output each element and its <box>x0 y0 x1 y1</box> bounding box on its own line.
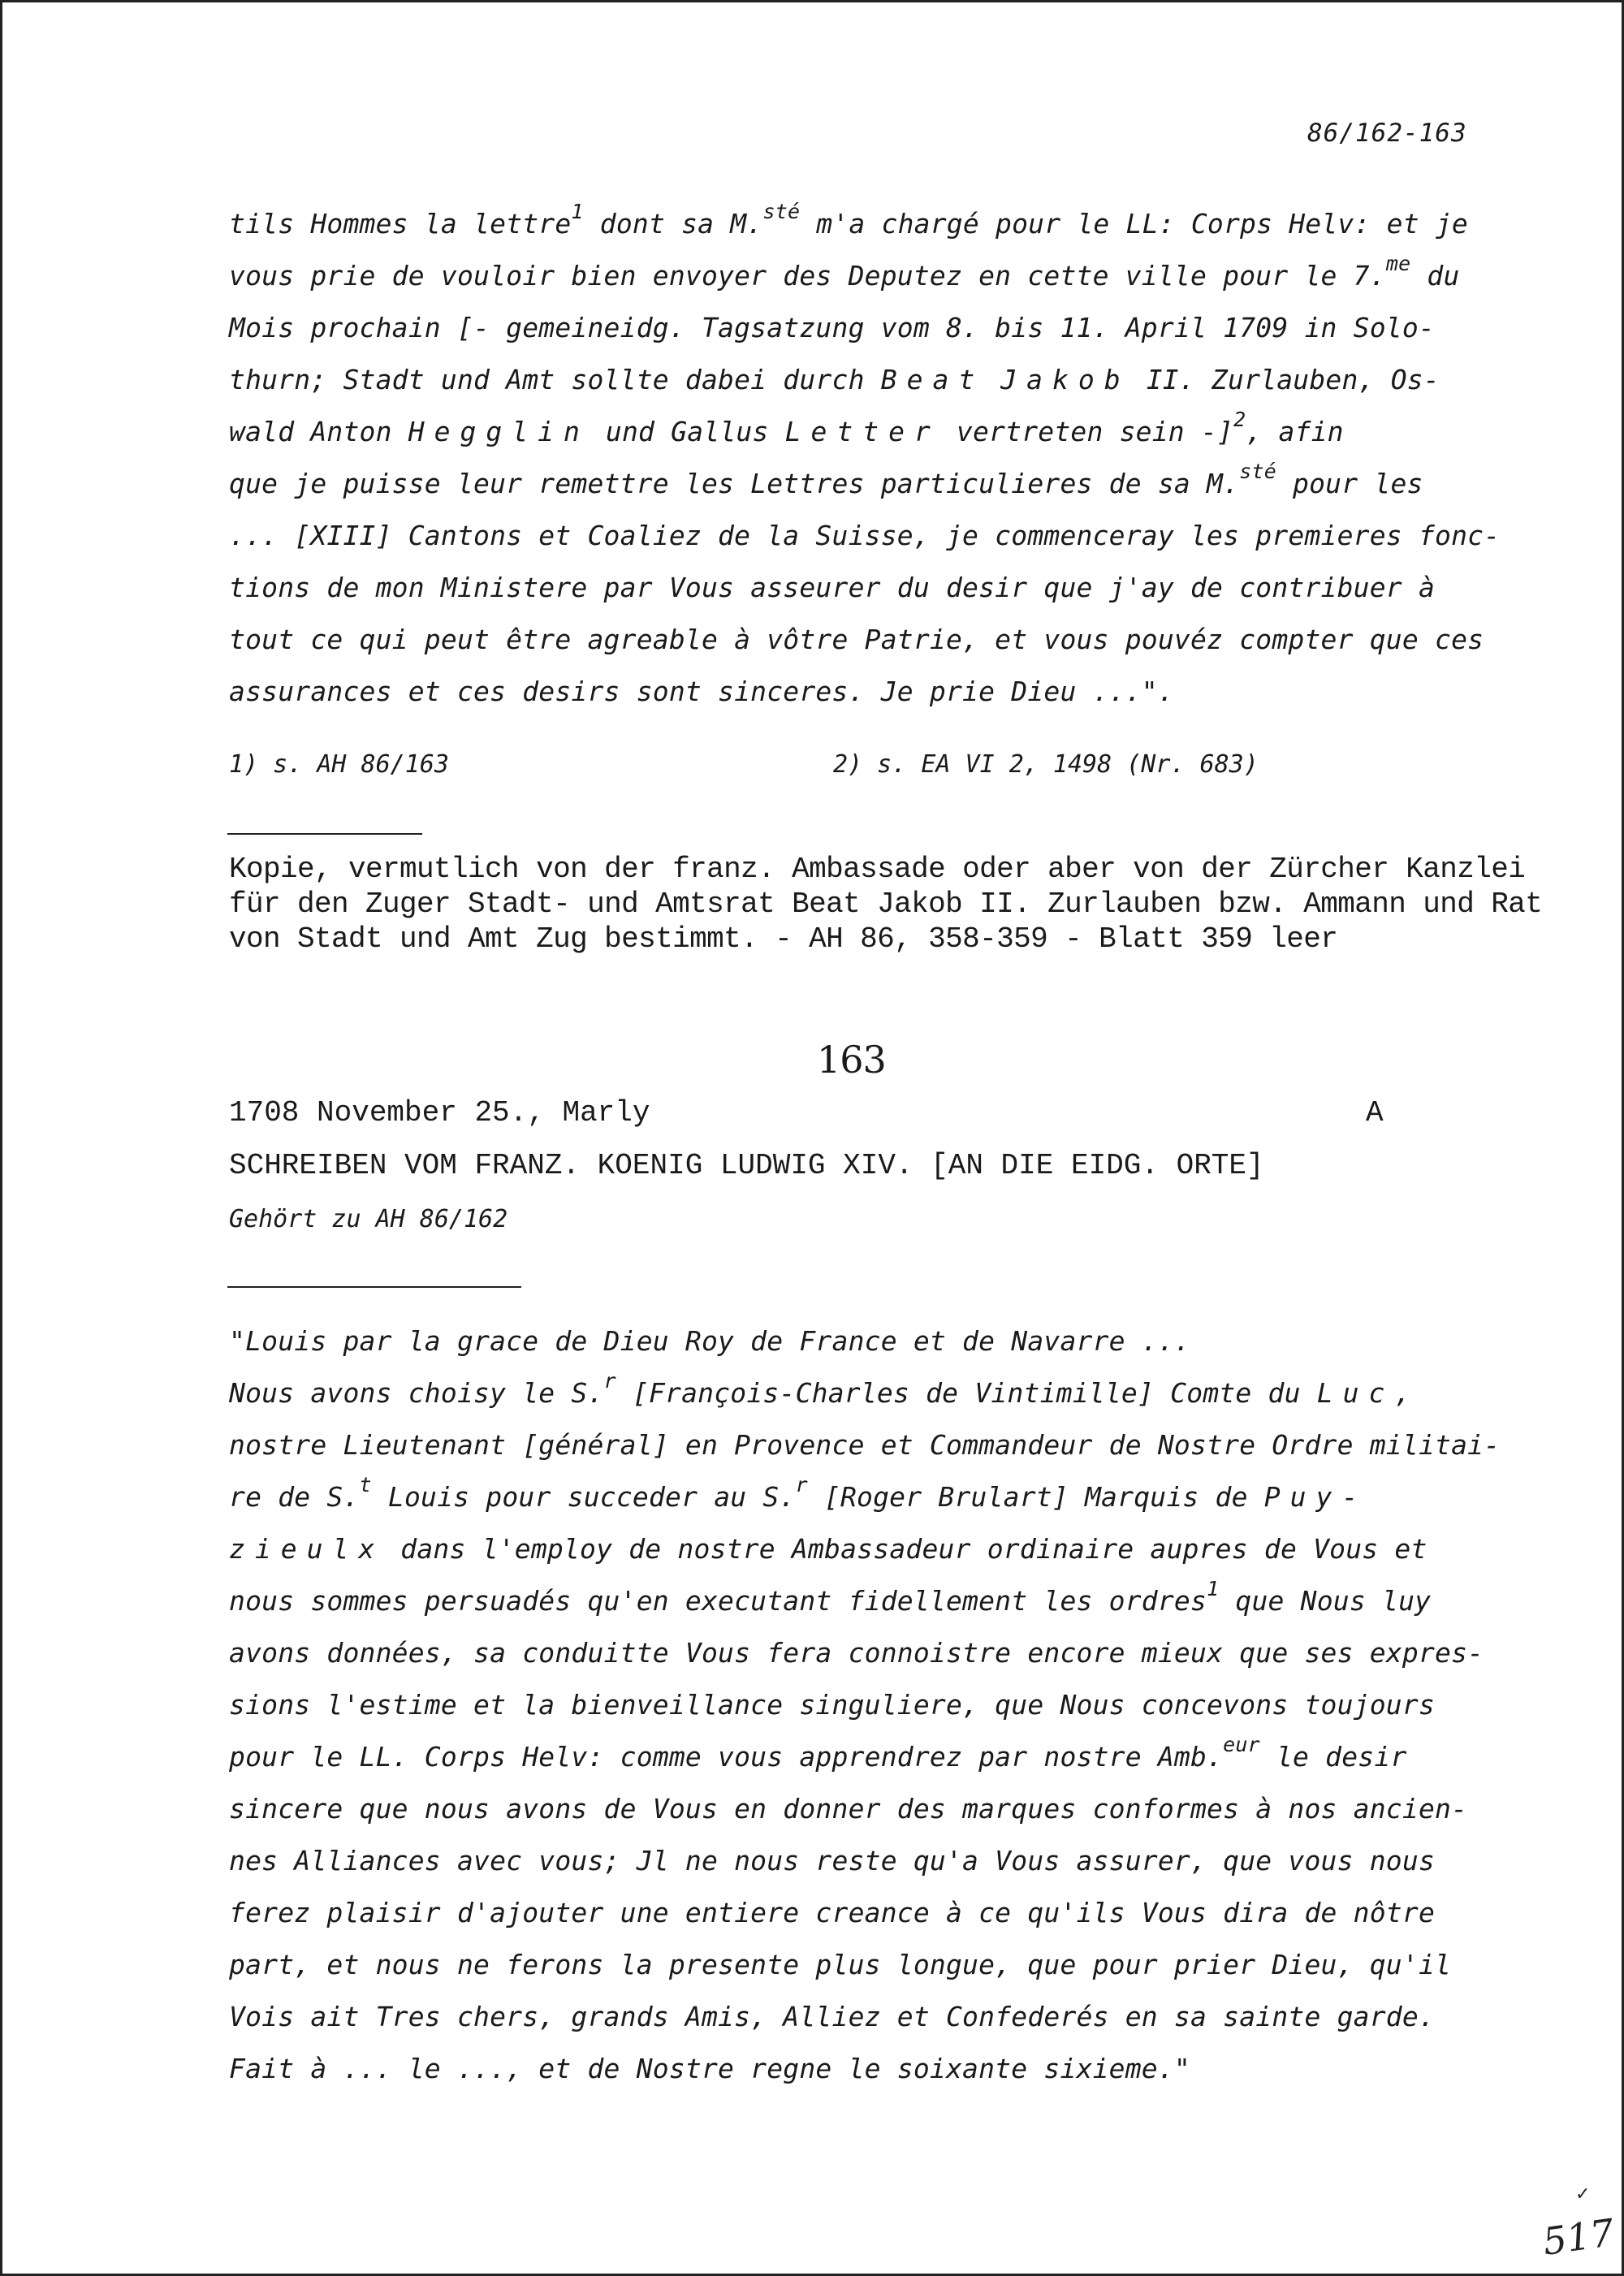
letter-line: Fait à ... le ..., et de Nostre regne le soixante sixieme." <box>229 2053 1190 2084</box>
letter-divider <box>227 1286 521 1288</box>
letter-line: ferez plaisir d'ajouter une entiere creance à ce qu'ils Vous dira de nôtre <box>229 1897 1436 1928</box>
document-number: 163 <box>817 1038 886 1082</box>
letter-line: avons données, sa conduitte Vous fera connoistre encore mieux que ses expres- <box>229 1637 1484 1669</box>
continuation-line: ... [XIII] Cantons et Coaliez de la Suisse, je commenceray les premieres fonc- <box>229 520 1501 551</box>
page-number: 86/162-163 <box>1307 119 1467 148</box>
continuation-line: vous prie de vouloir bien envoyer des Deputez en cette ville pour le 7.$^{me}$ du <box>229 252 1460 292</box>
document-type-code: A <box>1366 1096 1384 1129</box>
continuation-line: tout ce qui peut être agreable à vôtre Patrie, et vous pouvéz compter que ces <box>229 624 1484 655</box>
continuation-line: assurances et ces desirs sont sinceres. Je prie Dieu ...". <box>229 676 1174 707</box>
letter-line: sions l'estime et la bienveillance singuliere, que Nous concevons toujours <box>229 1689 1436 1721</box>
page-border-top <box>0 0 1624 2</box>
letter-line: "Louis par la grace de Dieu Roy de France et de Navarre ... <box>229 1325 1190 1357</box>
letter-line: sincere que nous avons de Vous en donner des marques conformes à nos ancien- <box>229 1793 1468 1825</box>
continuation-line: que je puisse leur remettre les Lettres particulieres de sa M.$^{sté}$ pour les <box>229 460 1423 499</box>
letter-line: nostre Lieutenant [général] en Provence et Commandeur de Nostre Ordre militai- <box>229 1429 1501 1461</box>
check-mark: ✓ <box>1575 2184 1591 2205</box>
letter-line: zieulx dans l'employ de nostre Ambassadeur ordinaire aupres de Vous et <box>229 1533 1427 1565</box>
letter-line: nes Alliances avec vous; Jl ne nous reste qu'a Vous assurer, que vous nous <box>229 1845 1436 1877</box>
source-divider <box>227 833 422 835</box>
source-note-line: Kopie, vermutlich von der franz. Ambassade oder aber von der Zürcher Kanzlei <box>229 853 1526 886</box>
letter-line: pour le LL. Corps Helv: comme vous apprendrez par nostre Amb.$^{eur}$ le desir <box>229 1733 1407 1773</box>
letter-line: Vois ait Tres chers, grands Amis, Alliez et Confederés en sa sainte garde. <box>229 2001 1436 2032</box>
letter-line: part, et nous ne ferons la presente plus longue, que pour prier Dieu, qu'il <box>229 1949 1452 1980</box>
letter-line: nous sommes persuadés qu'en executant fidellement les ordres$^1$ que Nous luy <box>229 1577 1432 1617</box>
letter-line: Nous avons choisy le S.$^r$ [François-Charles de Vintimille] Comte du Luc, <box>229 1369 1411 1409</box>
continuation-line: tils Hommes la lettre$^1$ dont sa M.$^{sté}$ m'a chargé pour le LL: Corps Helv: et je <box>229 200 1468 240</box>
document-reference: Gehört zu AH 86/162 <box>229 1205 508 1233</box>
continuation-line: thurn; Stadt und Amt sollte dabei durch Beat Jakob II. Zurlauben, Os- <box>229 364 1440 395</box>
continuation-line: wald Anton Hegglin und Gallus Letter vertreten sein -]$^2$, afin <box>229 408 1344 447</box>
document-date-place: 1708 November 25., Marly <box>229 1096 650 1129</box>
footnote-2: 2) s. EA VI 2, 1498 (Nr. 683) <box>833 750 1259 779</box>
footnote-1: 1) s. AH 86/163 <box>229 750 449 779</box>
handwritten-page-mark: 517 <box>1540 2210 1618 2264</box>
continuation-line: tions de mon Ministere par Vous asseurer du desir que j'ay de contribuer à <box>229 572 1436 603</box>
page-border-left <box>0 0 2 2276</box>
letter-line: re de S.$^t$ Louis pour succeder au S.$^r$ [Roger Brulart] Marquis de Puy- <box>229 1473 1358 1513</box>
source-note-line: für den Zuger Stadt- und Amtsrat Beat Jakob II. Zurlauben bzw. Ammann und Rat <box>229 888 1543 921</box>
continuation-line: Mois prochain [- gemeineidg. Tagsatzung vom 8. bis 11. April 1709 in Solo- <box>229 312 1436 343</box>
source-note-line: von Stadt und Amt Zug bestimmt. - AH 86, 358-359 - Blatt 359 leer <box>229 922 1338 956</box>
document-title: SCHREIBEN VOM FRANZ. KOENIG LUDWIG XIV. [AN DIE EIDG. ORTE] <box>229 1149 1264 1182</box>
